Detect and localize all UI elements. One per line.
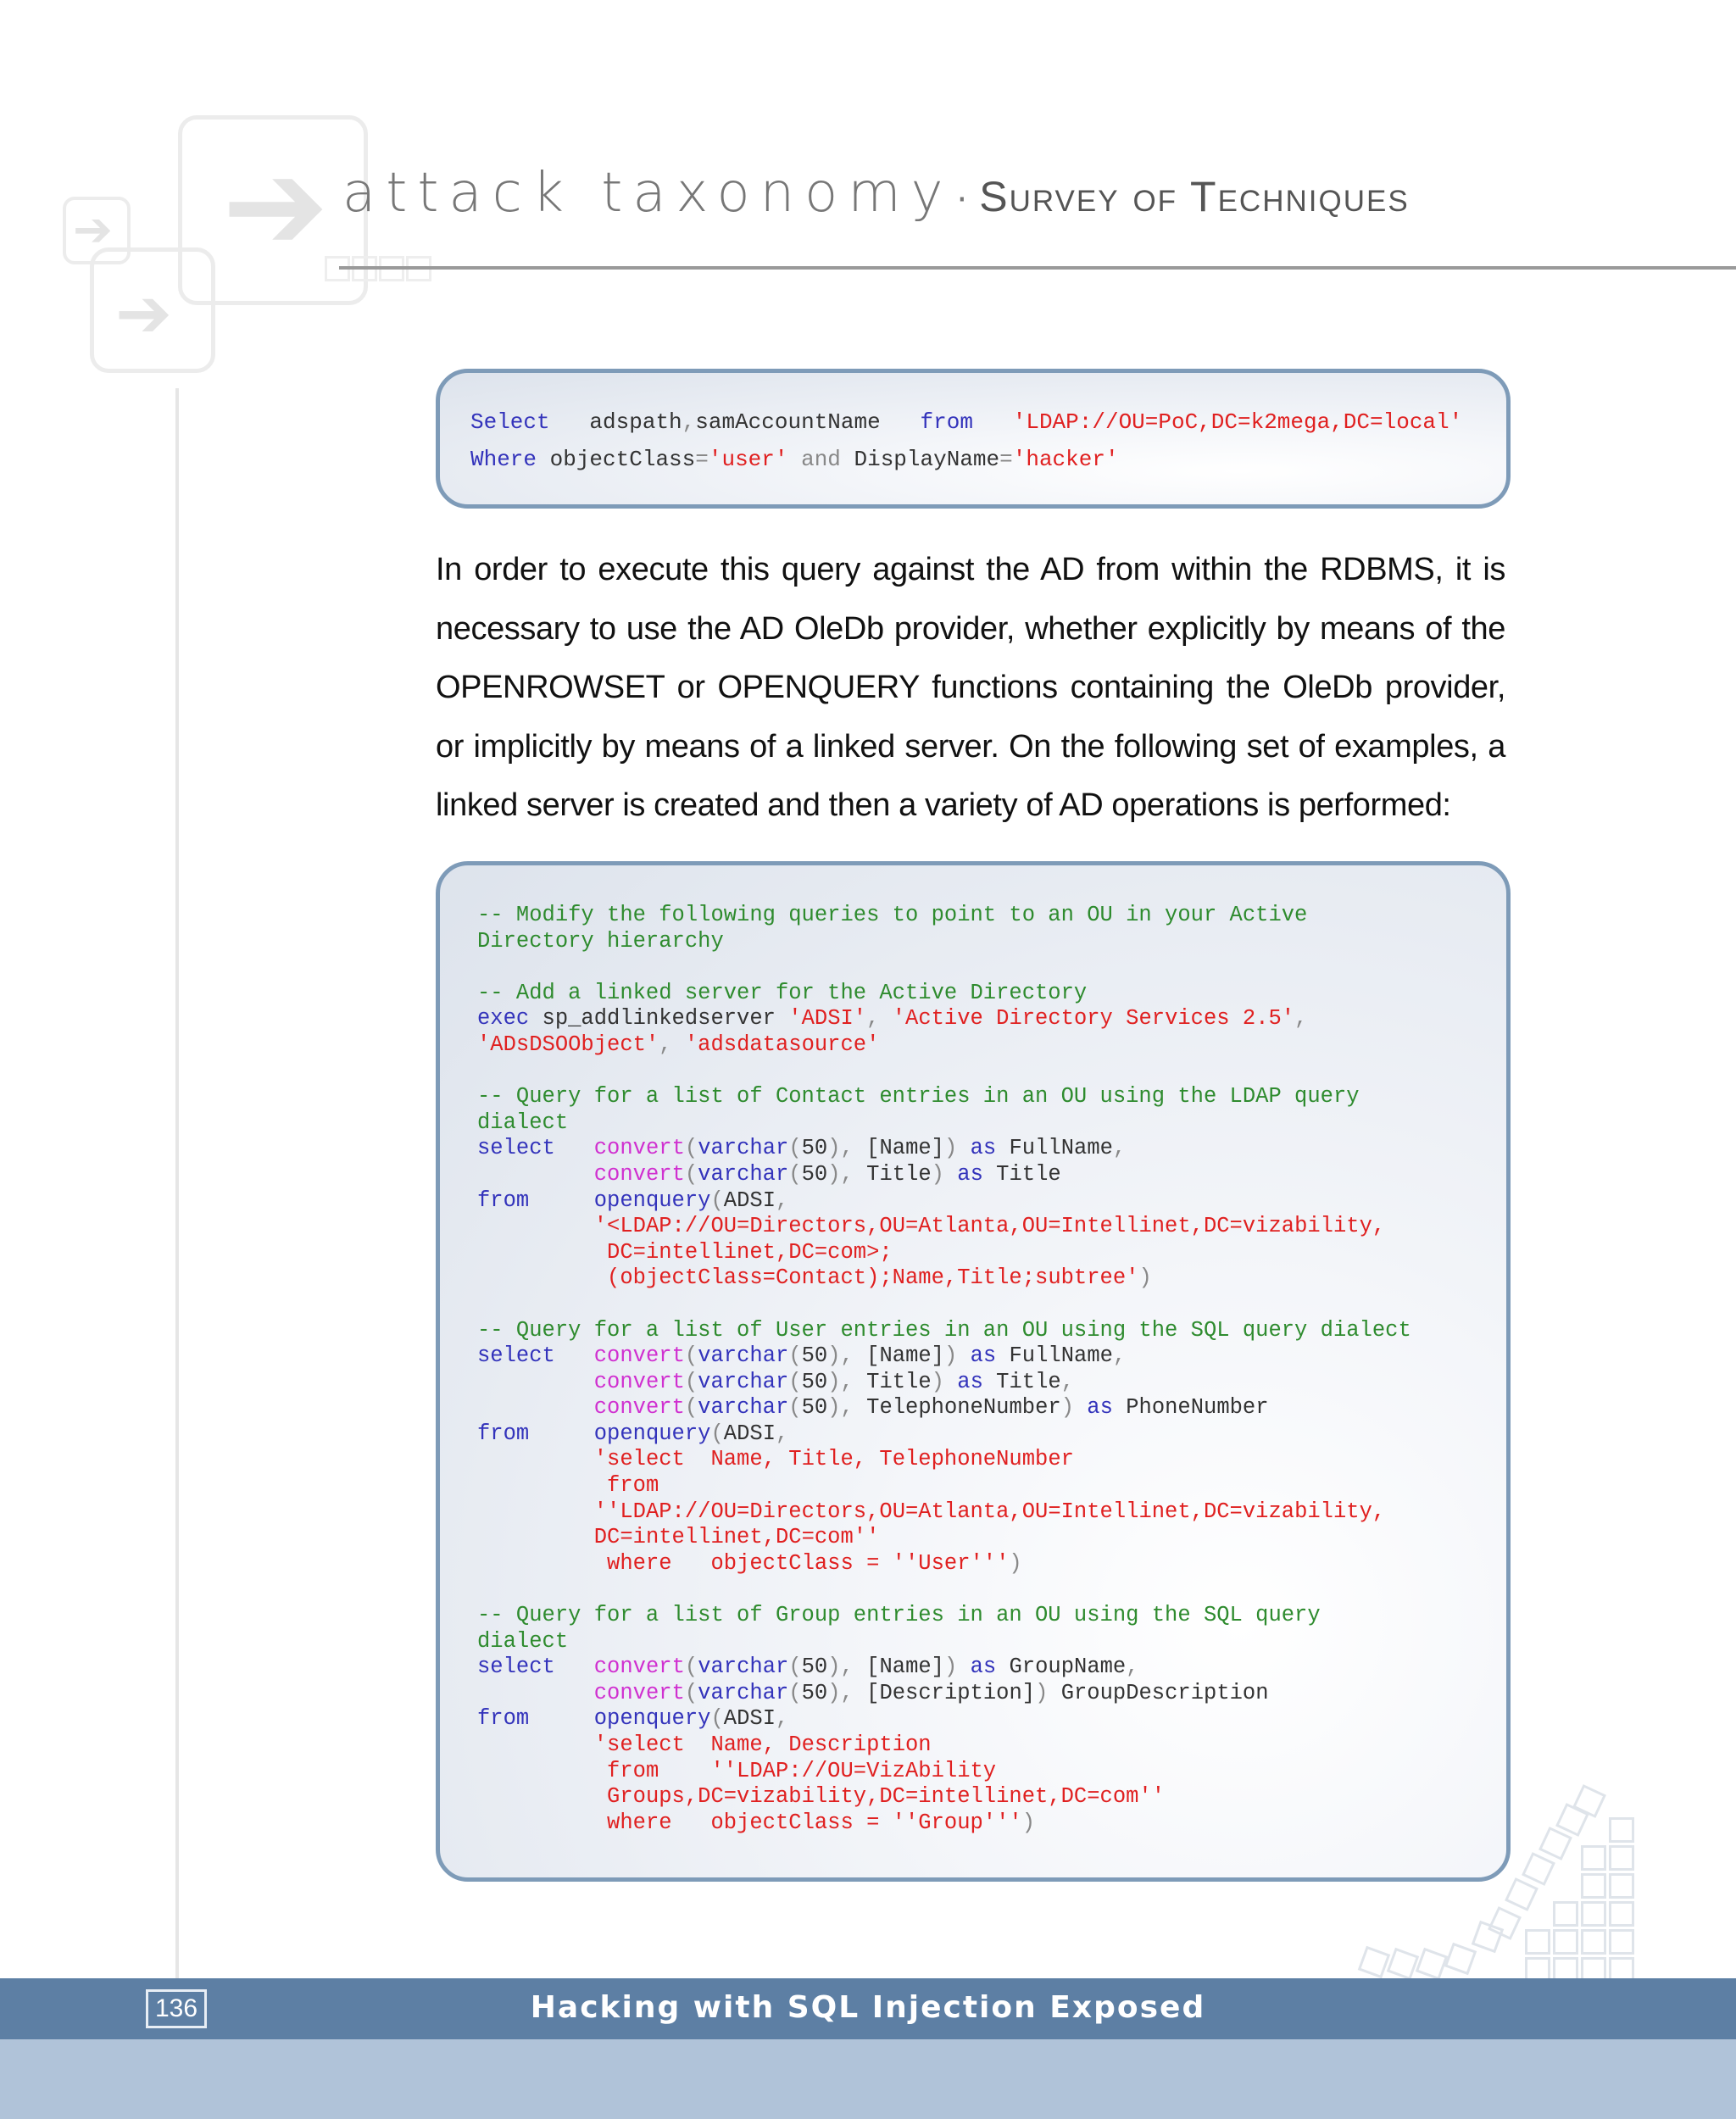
code-token: from [477,1187,530,1213]
header-rule [339,266,1736,270]
arrow-right-icon: ➔ [115,274,173,353]
code-line [477,1136,1469,1162]
code-token: DC=intellinet,DC=com>; [607,1239,893,1265]
code-line [477,1421,1469,1448]
code-token [555,1343,594,1368]
code-token: 'hacker' [1012,447,1119,472]
code-line [470,441,1476,478]
code-token: ( [684,1136,698,1161]
code-token: varchar [698,1395,789,1421]
code-token: , [776,1187,789,1213]
code-token: ) [1021,1810,1036,1835]
code-token: 50 [801,1369,828,1394]
code-token: ) [1060,1395,1088,1421]
footer-bottom-band [0,2039,1736,2119]
code-token: 50 [801,1161,828,1187]
code-token: ( [788,1680,802,1705]
code-line [477,1214,1469,1240]
code-token: as [970,1136,997,1161]
code-token [477,1162,594,1187]
decorative-square [1609,1929,1634,1955]
code-token: convert [593,1680,685,1705]
code-token: , [659,1032,685,1057]
code-line [477,1084,1469,1110]
code-token: varchar [698,1680,789,1705]
code-token: , [1060,1369,1075,1394]
code-token: ( [684,1655,698,1680]
decorative-square [1416,1948,1448,1980]
code-token: convert [593,1136,685,1161]
code-token: 50 [801,1395,828,1421]
code-token: ), [827,1680,867,1705]
code-token: as [970,1655,997,1680]
code-token: 50 [801,1655,828,1680]
code-token: ( [710,1187,724,1213]
code-token: GroupName [996,1655,1127,1680]
code-line [477,1603,1469,1629]
code-token: 50 [801,1343,828,1369]
code-token: , [1112,1136,1127,1161]
code-line [477,1732,1469,1759]
code-token: convert [593,1161,685,1187]
code-token: DisplayName [854,447,1000,472]
code-line [477,1370,1469,1396]
code-line [477,903,1469,929]
code-token: openquery [593,1706,711,1732]
code-line [477,1240,1469,1266]
code-token: ) [943,1136,971,1161]
code-token: varchar [698,1343,789,1369]
code-token: Title [866,1161,932,1187]
code-token: objectClass [537,447,696,472]
code-token [529,1706,594,1731]
decorative-square [1525,1929,1550,1955]
code-token: ADSI [723,1706,776,1732]
code-token: [Name] [866,1136,944,1161]
code-token: samAccountName [695,409,921,435]
code-token: PhoneNumber [1112,1395,1269,1421]
code-token: dialect [477,1628,569,1654]
code-token [529,1421,594,1446]
code-token: 50 [801,1136,828,1161]
decorative-square [1553,1901,1578,1927]
code-token: 'Active Directory Services 2.5' [892,1006,1295,1032]
code-token: -- Query for a list of User entries in an OU using the SQL query dialect [477,1317,1411,1343]
code-line [477,1629,1469,1655]
code-token: exec [477,1006,530,1032]
code-token [477,1759,607,1783]
code-token: GroupDescription [1060,1680,1269,1705]
code-line [477,981,1469,1007]
code-token: , [1294,1006,1308,1032]
code-token: DC=intellinet,DC=com'' [593,1525,880,1550]
code-token: adspath [549,409,682,435]
decorative-square [1522,1852,1555,1886]
code-token: ADSI [723,1187,776,1213]
code-token: convert [593,1343,685,1369]
decorative-square [1387,1948,1419,1980]
code-token: sp_addlinkedserver [529,1006,789,1032]
code-token: ( [684,1343,698,1369]
decorative-square [1444,1943,1477,1975]
code-line [477,1032,1469,1059]
decorative-square [1609,1845,1634,1871]
code-token: as [957,1369,983,1394]
code-token: , [1112,1343,1127,1369]
code-line [477,1188,1469,1215]
code-token: ( [684,1680,698,1705]
code-token [477,1784,607,1809]
code-token: varchar [698,1161,789,1187]
code-token: [Name] [866,1343,944,1369]
code-token [477,1810,607,1835]
code-line [477,1162,1469,1188]
code-token: FullName [996,1136,1113,1161]
code-line [477,1499,1469,1526]
code-token: ( [684,1161,698,1187]
decorative-square [1609,1817,1634,1843]
code-token: , [1126,1655,1139,1680]
code-token: from [477,1706,530,1732]
code-token [477,1499,594,1524]
code-token: ), [827,1655,867,1680]
code-token: ) [1138,1265,1152,1291]
code-line [477,1447,1469,1473]
code-token: convert [593,1395,685,1421]
code-token: varchar [698,1369,789,1394]
section-subtitle: Survey of Techniques [979,173,1410,220]
code-line [477,1292,1469,1318]
code-token [477,1265,607,1290]
code-token: ) [931,1369,958,1394]
code-token [555,1136,594,1160]
code-line [477,1525,1469,1551]
section-title: attack taxonomy [342,162,954,225]
decorative-square [1609,1873,1634,1899]
code-token: Where [470,447,537,472]
code-line [477,929,1469,955]
code-token: FullName [996,1343,1113,1369]
code-token: select [477,1655,555,1680]
code-line [477,1473,1469,1499]
decorative-square [1581,1929,1606,1955]
code-line [477,1395,1469,1421]
code-token: ), [827,1136,867,1161]
code-line [477,1577,1469,1603]
code-line [477,1110,1469,1137]
code-token: [Name] [866,1655,944,1680]
code-token: ADSI [723,1421,776,1446]
code-token [529,1188,594,1213]
code-token: 'select Name, Title, TelephoneNumber [593,1447,1074,1472]
code-token [477,1551,607,1576]
code-line [477,1810,1469,1837]
margin-rule [175,388,179,1982]
code-line [477,954,1469,981]
code-token: ''LDAP://OU=Directors,OU=Atlanta,OU=Intellinet,DC=vizability, [593,1499,1386,1524]
code-token: , [866,1006,893,1032]
code-token: ( [788,1369,802,1394]
code-token: TelephoneNumber [866,1395,1061,1421]
code-token: select [477,1343,555,1369]
code-token: Title [982,1369,1061,1394]
code-token: -- Add a linked server for the Active Directory [477,980,1088,1005]
code-token: ( [788,1161,802,1187]
code-token: , [776,1421,789,1446]
code-token: ), [827,1369,867,1394]
code-token: as [1087,1395,1113,1421]
code-token: ( [788,1343,802,1369]
code-token [477,1240,607,1265]
code-line [477,1006,1469,1032]
code-token: and [787,447,854,472]
code-token: 50 [801,1680,828,1705]
code-line [477,1759,1469,1785]
arrow-right-icon: ➔ [222,132,329,280]
decorative-square [1553,1929,1578,1955]
code-token: -- Modify the following queries to point to an OU in your Active [477,903,1308,927]
code-token: from [477,1421,530,1446]
code-line [477,1784,1469,1810]
page-header [342,162,1410,225]
body-paragraph: In order to execute this query against the AD from within the RDBMS, it is necessary to use the AD OleDb provider, whether explicitly by means of the OPENROWSET or OPENQUERY functions containing the OleDb provider, or implicitly by means of a linked server. On the following set of examples, a linked server is created and then a variety of AD operations is performed: [436,552,1505,823]
code-token [477,1473,607,1498]
code-token: ( [788,1136,802,1161]
code-token: -- Query for a list of Contact entries in an OU using the LDAP query [477,1084,1360,1110]
code-token: ( [684,1369,698,1394]
code-token: ), [827,1395,867,1421]
code-token: , [776,1706,789,1732]
book-title: Hacking with SQL Injection Exposed [530,1990,1206,2025]
code-line [477,1059,1469,1085]
code-token: from ''LDAP://OU=VizAbility [607,1758,997,1783]
code-token: openquery [593,1421,711,1446]
code-token: 'adsdatasource' [684,1032,880,1057]
code-token [477,1214,594,1238]
code-token: [Description] [866,1680,1036,1705]
code-token: ) [931,1161,958,1187]
code-line [477,1318,1469,1344]
code-token [477,1395,594,1420]
code-token [555,1655,594,1679]
code-token: '<LDAP://OU=Directors,OU=Atlanta,OU=Intellinet,DC=vizability, [593,1214,1386,1239]
code-token: 'select Name, Description [593,1732,932,1757]
code-token: where objectClass = ''User''' [607,1550,1010,1576]
code-token: , [682,409,696,435]
code-token: openquery [593,1187,711,1213]
code-token: (objectClass=Contact);Name,Title;subtree' [607,1265,1139,1291]
code-token: ), [827,1161,867,1187]
decorative-square [1609,1901,1634,1927]
code-token: ( [684,1395,698,1421]
code-line [477,1681,1469,1707]
code-token: = [695,447,709,472]
decorative-square [1505,1877,1538,1911]
code-token [477,1732,594,1757]
code-token: convert [593,1369,685,1394]
code-line [477,1551,1469,1577]
code-token: select [477,1136,555,1161]
code-token: dialect [477,1110,569,1135]
title-separator: · [956,181,968,220]
code-token: ( [710,1706,724,1732]
code-token: Title [866,1369,932,1394]
code-token [477,1681,594,1705]
code-token: Select [470,409,550,435]
code-block-linked-server [436,861,1511,1882]
code-token: 'user' [708,447,788,472]
code-token: ( [710,1421,724,1446]
code-token: varchar [698,1655,789,1680]
code-line [477,1343,1469,1370]
arrow-right-icon: ➔ [73,203,113,258]
code-token: 'LDAP://OU=PoC,DC=k2mega,DC=local' [972,409,1463,435]
code-token: as [957,1161,983,1187]
code-line [477,1655,1469,1681]
code-line [470,403,1476,441]
code-line [477,1706,1469,1732]
decorative-square [1581,1845,1606,1871]
code-token: -- Query for a list of Group entries in an OU using the SQL query [477,1603,1321,1628]
code-token [477,1525,594,1549]
code-token: ), [827,1343,867,1369]
code-line [477,1265,1469,1292]
code-token: ) [943,1343,971,1369]
code-token: 'ADsDSOObject' [477,1032,659,1057]
code-token [477,1370,594,1394]
page-number: 136 [146,1989,207,2028]
code-token: = [999,447,1013,472]
decorative-square [1581,1873,1606,1899]
code-token: where objectClass = ''Group''' [607,1810,1022,1835]
code-token: convert [593,1655,685,1680]
code-token: ) [1009,1550,1022,1576]
code-token: Groups,DC=vizability,DC=intellinet,DC=com'' [607,1784,1166,1810]
decorative-square [1358,1946,1390,1978]
code-token: ( [788,1395,802,1421]
code-token: from [607,1473,659,1499]
code-token: ) [943,1655,971,1680]
code-token: ( [788,1655,802,1680]
code-token: varchar [698,1136,789,1161]
code-token: as [970,1343,997,1369]
decorative-square [1581,1901,1606,1927]
code-token [477,1447,594,1471]
code-token: ) [1035,1680,1061,1705]
code-token: Title [982,1161,1061,1187]
code-token: from [920,409,973,435]
code-block-ldap-query [436,369,1511,509]
code-token: 'ADSI' [788,1006,867,1032]
code-token: Directory hierarchy [477,928,724,954]
